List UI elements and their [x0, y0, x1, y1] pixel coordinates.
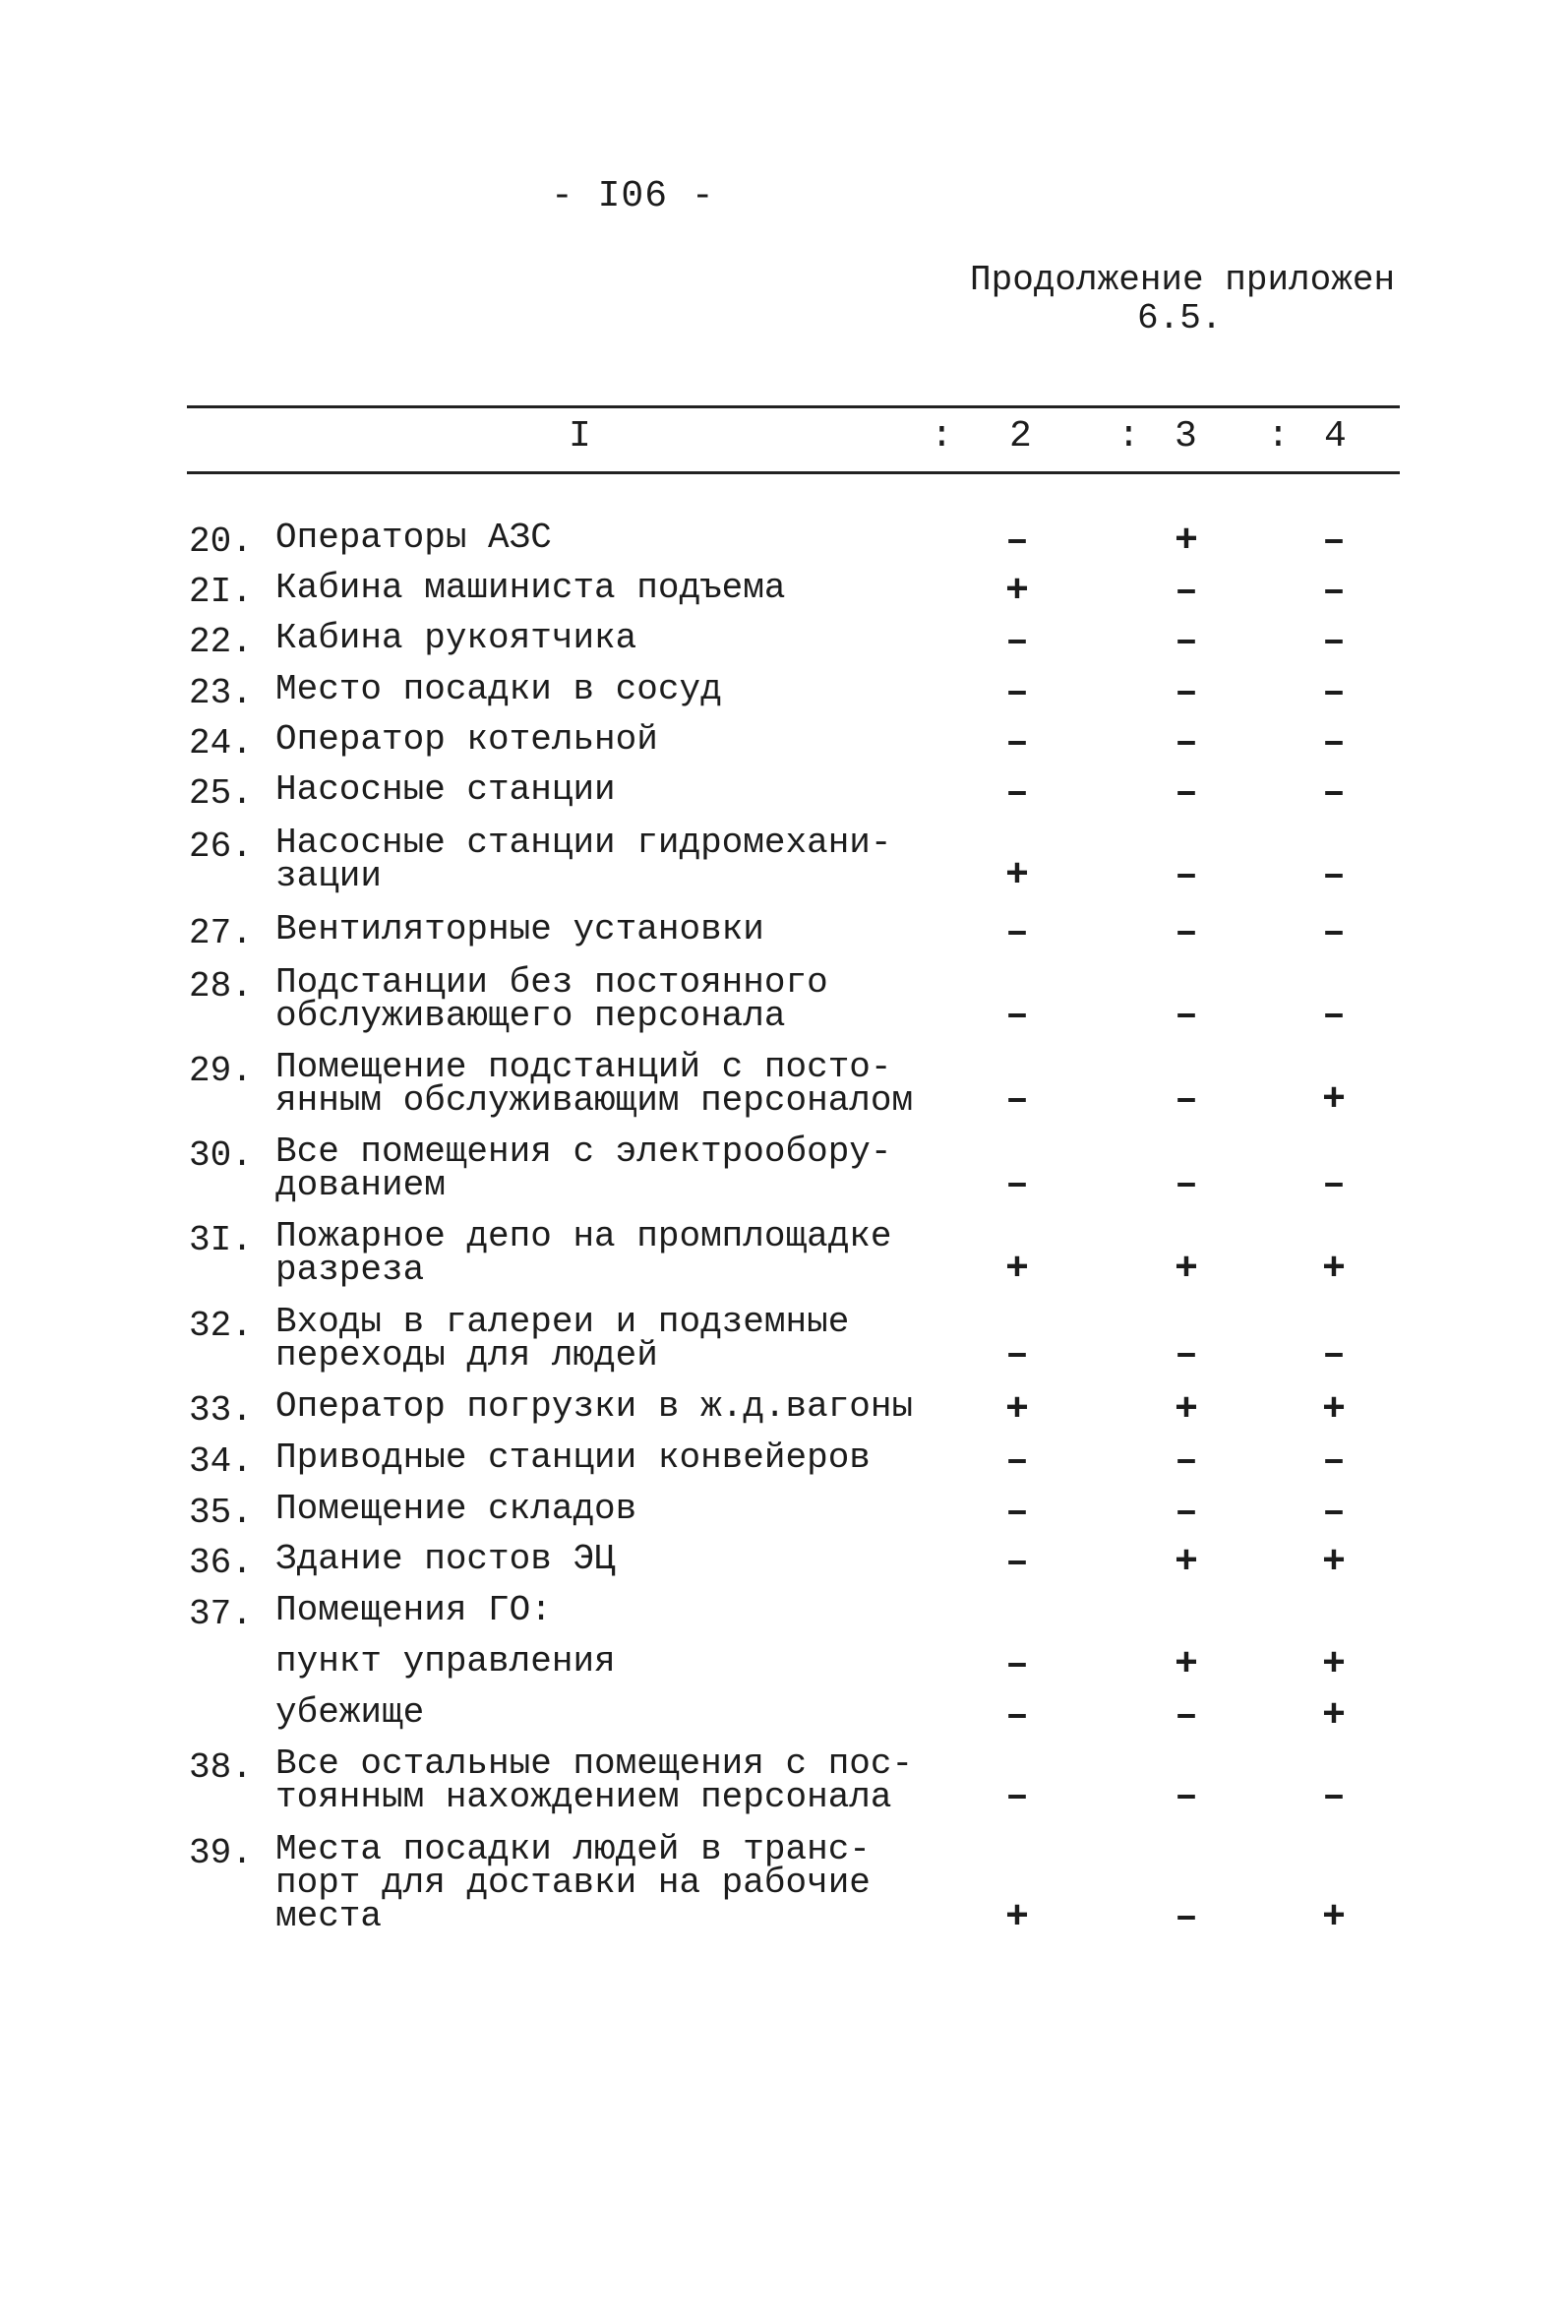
row-mark-c4: – [1321, 671, 1346, 715]
row-mark-c2: – [1004, 1078, 1029, 1123]
header-col-2: 2 [1009, 415, 1032, 458]
row-number: 35. [189, 1493, 253, 1533]
row-mark-c4: – [1321, 854, 1346, 898]
row-description: Все помещения с электрообору- дованием [275, 1131, 892, 1205]
row-number: 32. [189, 1306, 253, 1346]
row-mark-c2: + [1004, 570, 1029, 614]
row-number: 33. [189, 1390, 253, 1431]
row-mark-c2: – [1004, 1643, 1029, 1687]
row-mark-c2: + [1004, 1388, 1029, 1433]
row-description: Кабина рукоятчика [275, 618, 637, 658]
row-number: 28. [189, 966, 253, 1007]
row-mark-c3: – [1174, 1078, 1198, 1123]
page-number: - I06 - [551, 175, 715, 217]
row-mark-c4: – [1321, 721, 1346, 765]
row-mark-c4: + [1321, 1541, 1346, 1585]
row-mark-c3: + [1174, 1248, 1198, 1292]
row-mark-c3: – [1174, 1439, 1198, 1484]
row-mark-c4: + [1321, 1388, 1346, 1433]
row-number: 26. [189, 826, 253, 867]
row-mark-c2: – [1004, 911, 1029, 955]
row-mark-c2: – [1004, 520, 1029, 564]
row-description: Пожарное депо на промплощадке разреза [275, 1216, 892, 1290]
row-mark-c3: – [1174, 771, 1198, 816]
row-mark-c3: – [1174, 911, 1198, 955]
row-description: Операторы АЗС [275, 518, 552, 558]
header-col-4: 4 [1324, 415, 1347, 458]
row-mark-c4: – [1321, 1163, 1346, 1207]
header-separator: : [1117, 415, 1140, 458]
row-description: Помещения ГО: [275, 1590, 552, 1630]
row-mark-c3: – [1174, 721, 1198, 765]
row-mark-c3: – [1174, 1491, 1198, 1535]
row-number: 2I. [189, 572, 253, 612]
row-mark-c4: + [1321, 1694, 1346, 1739]
row-mark-c3: – [1174, 1694, 1198, 1739]
row-description: Здание постов ЭЦ [275, 1539, 616, 1579]
row-description: Все остальные помещения с пос- тоянным нахождением персонала [275, 1743, 914, 1817]
row-description: Насосные станции гидромехани- зации [275, 823, 892, 896]
row-number: 20. [189, 521, 253, 562]
header-separator: : [1267, 415, 1290, 458]
row-mark-c3: + [1174, 1643, 1198, 1687]
header-separator: : [931, 415, 953, 458]
row-number: 37. [189, 1594, 253, 1634]
row-mark-c3: – [1174, 570, 1198, 614]
row-description: убежище [275, 1692, 425, 1733]
row-mark-c2: – [1004, 1694, 1029, 1739]
row-description: Оператор погрузки в ж.д.вагоны [275, 1386, 914, 1427]
row-number: 25. [189, 773, 253, 814]
row-mark-c3: – [1174, 1163, 1198, 1207]
row-number: 23. [189, 673, 253, 713]
row-mark-c2: + [1004, 1896, 1029, 1940]
row-mark-c3: – [1174, 620, 1198, 664]
row-description: Кабина машиниста подъема [275, 568, 786, 608]
row-mark-c3: + [1174, 520, 1198, 564]
row-mark-c2: – [1004, 771, 1029, 816]
row-description: Место посадки в сосуд [275, 669, 722, 709]
row-mark-c4: + [1321, 1248, 1346, 1292]
row-mark-c2: – [1004, 1439, 1029, 1484]
row-mark-c2: – [1004, 671, 1029, 715]
continuation-caption-line1: Продолжение приложен [970, 260, 1396, 300]
row-description: Подстанции без постоянного обслуживающего персонала [275, 962, 828, 1036]
row-number: 38. [189, 1747, 253, 1788]
row-mark-c4: – [1321, 620, 1346, 664]
row-mark-c2: – [1004, 994, 1029, 1038]
row-mark-c4: – [1321, 1333, 1346, 1377]
row-mark-c2: – [1004, 1491, 1029, 1535]
row-mark-c4: – [1321, 1775, 1346, 1819]
row-description: Насосные станции [275, 769, 616, 810]
row-mark-c3: – [1174, 854, 1198, 898]
row-mark-c2: + [1004, 1248, 1029, 1292]
row-description: пункт управления [275, 1641, 616, 1682]
row-mark-c2: – [1004, 1333, 1029, 1377]
row-mark-c4: – [1321, 771, 1346, 816]
row-mark-c3: – [1174, 671, 1198, 715]
row-mark-c3: – [1174, 1775, 1198, 1819]
row-mark-c4: – [1321, 994, 1346, 1038]
continuation-caption-line2: 6.5. [1137, 298, 1223, 338]
row-mark-c2: – [1004, 1163, 1029, 1207]
row-description: Помещение подстанций с посто- янным обслуживающим персоналом [275, 1047, 914, 1121]
row-mark-c3: – [1174, 1896, 1198, 1940]
row-number: 34. [189, 1441, 253, 1482]
row-description: Места посадки людей в транс- порт для доставки на рабочие места [275, 1829, 871, 1936]
row-mark-c2: – [1004, 1775, 1029, 1819]
row-mark-c3: + [1174, 1541, 1198, 1585]
row-number: 39. [189, 1833, 253, 1873]
row-description: Оператор котельной [275, 719, 658, 760]
row-number: 24. [189, 723, 253, 764]
row-mark-c4: – [1321, 1439, 1346, 1484]
row-mark-c4: + [1321, 1643, 1346, 1687]
row-description: Вентиляторные установки [275, 909, 764, 949]
row-mark-c2: + [1004, 854, 1029, 898]
row-mark-c4: – [1321, 570, 1346, 614]
row-mark-c4: + [1321, 1078, 1346, 1123]
row-mark-c3: + [1174, 1388, 1198, 1433]
row-number: 30. [189, 1135, 253, 1176]
row-number: 22. [189, 622, 253, 662]
row-number: 29. [189, 1051, 253, 1091]
row-mark-c3: – [1174, 1333, 1198, 1377]
row-number: 27. [189, 913, 253, 953]
header-col-3: 3 [1175, 415, 1197, 458]
row-mark-c3: – [1174, 994, 1198, 1038]
row-number: 3I. [189, 1220, 253, 1260]
row-mark-c2: – [1004, 721, 1029, 765]
row-description: Входы в галереи и подземные переходы для людей [275, 1302, 850, 1376]
row-number: 36. [189, 1543, 253, 1583]
row-mark-c4: – [1321, 1491, 1346, 1535]
row-mark-c2: – [1004, 620, 1029, 664]
row-mark-c4: + [1321, 1896, 1346, 1940]
row-description: Помещение складов [275, 1489, 637, 1529]
row-mark-c4: – [1321, 911, 1346, 955]
row-mark-c2: – [1004, 1541, 1029, 1585]
header-col-1: I [569, 415, 591, 458]
row-description: Приводные станции конвейеров [275, 1437, 871, 1478]
row-mark-c4: – [1321, 520, 1346, 564]
